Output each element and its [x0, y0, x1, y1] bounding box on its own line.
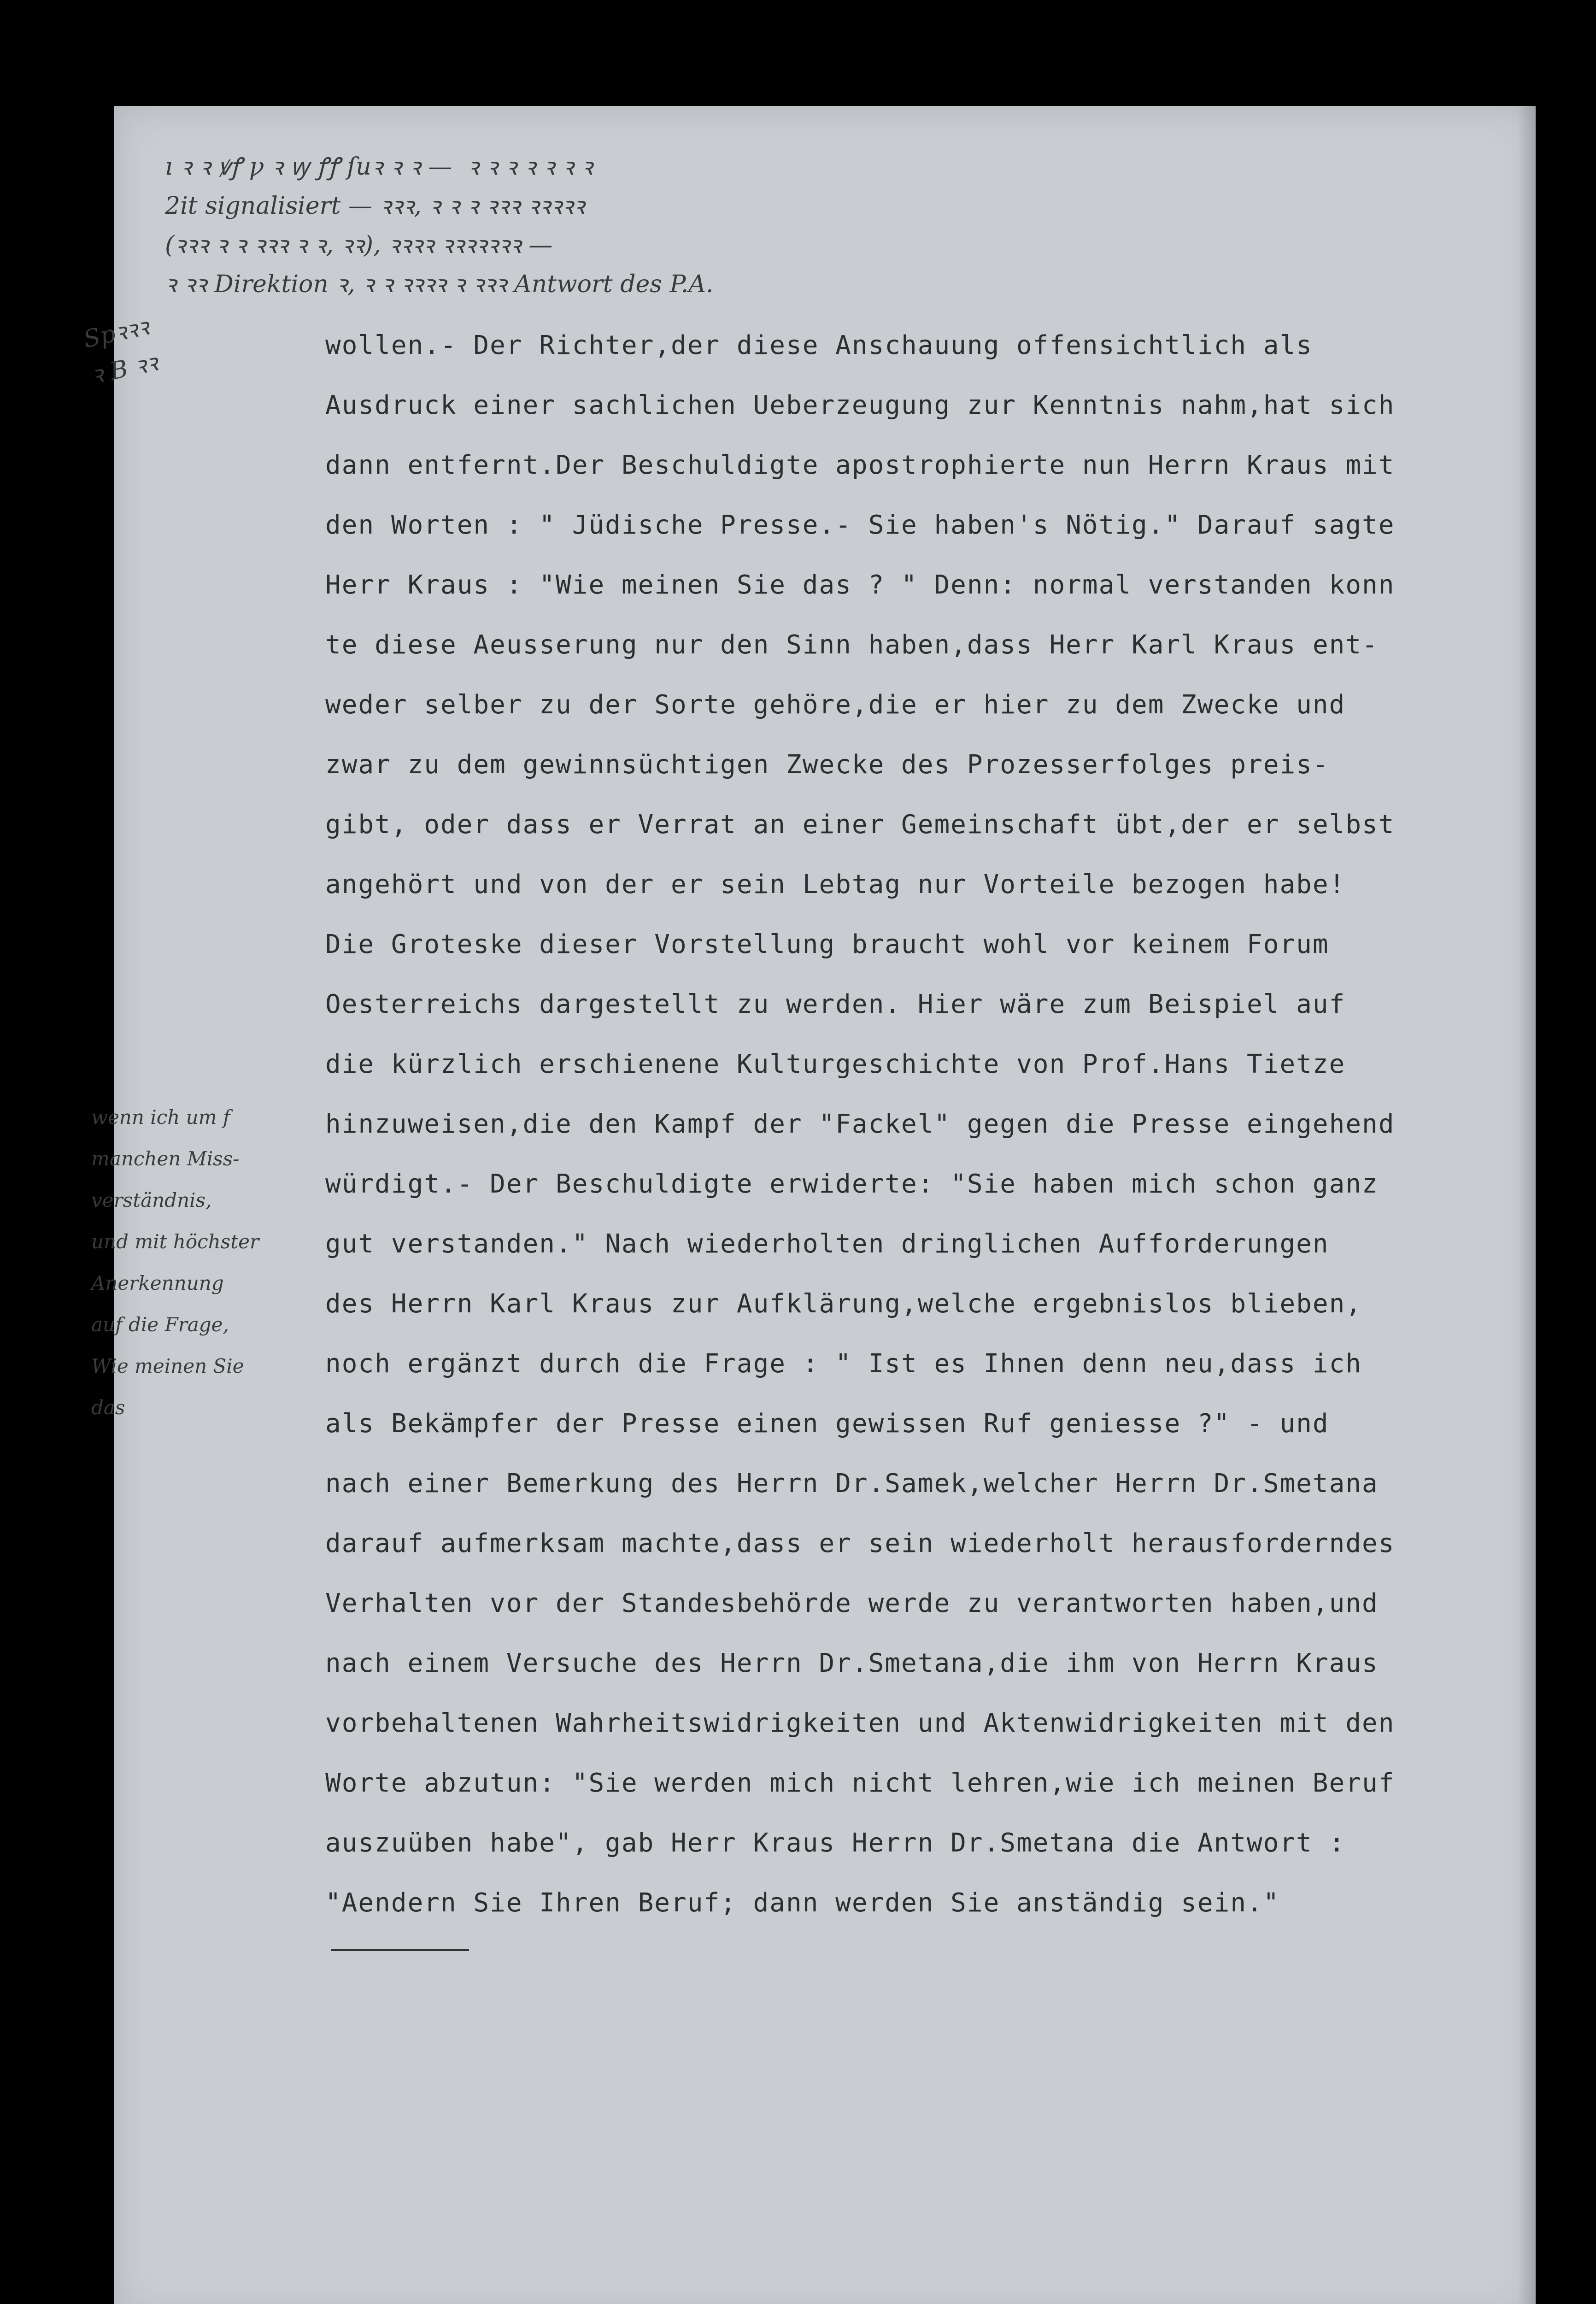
typed-line: hinzuweisen,die den Kampf der "Fackel" gegen die Presse eingehend	[325, 1109, 1395, 1139]
handwritten-header-notes	[165, 147, 1132, 304]
typed-line: vorbehaltenen Wahrheitswidrigkeiten und Aktenwidrigkeiten mit den	[325, 1708, 1395, 1738]
margin-line: Wie meinen Sie	[91, 1355, 244, 1377]
margin-line: Anerkennung	[91, 1272, 224, 1294]
typed-line: gibt, oder dass er Verrat an einer Gemeinschaft übt,der er selbst	[325, 810, 1395, 840]
typed-line: Ausdruck einer sachlichen Ueberzeugung zur Kenntnis nahm,hat sich	[325, 390, 1395, 420]
margin-line: verständnis,	[91, 1189, 212, 1211]
handwritten-left-note	[80, 297, 213, 394]
typed-line: würdigt.- Der Beschuldigte erwiderte: "Sie haben mich schon ganz	[325, 1169, 1379, 1199]
typed-line: Herr Kraus : "Wie meinen Sie das ? " Denn: normal verstanden konn	[325, 570, 1395, 600]
typed-line: nach einer Bemerkung des Herrn Dr.Samek,welcher Herrn Dr.Smetana	[325, 1469, 1379, 1499]
margin-line: manchen Miss-	[91, 1147, 240, 1170]
typed-line: weder selber zu der Sorte gehöre,die er hier zu dem Zwecke und	[325, 690, 1346, 720]
typed-line: te diese Aeusserung nur den Sinn haben,dass Herr Karl Kraus ent-	[325, 630, 1379, 660]
document-page	[81, 106, 1536, 2304]
typed-line: den Worten : " Jüdische Presse.- Sie haben's Nötig." Darauf sagte	[325, 510, 1395, 540]
typed-line: Die Groteske dieser Vorstellung braucht wohl vor keinem Forum	[325, 929, 1329, 959]
typed-line: Verhalten vor der Standesbehörde werde zu verantworten haben,und	[325, 1588, 1379, 1618]
handwritten-line: ꝛ ꝛꝛ Direktion ꝛ, ꝛ ꝛ ꝛꝛꝛꝛ ꝛ ꝛꝛꝛ Antwort des P.A.	[165, 270, 714, 298]
margin-line: und mit höchster	[91, 1230, 259, 1253]
underline-mark	[331, 1949, 469, 1951]
handwritten-line: ı ꝛ ꝛ ꝟꝭ ꝩ ꝛ ꝡ ꝭꝭ ſuꝛ ꝛ ꝛ — ꝛ ꝛ ꝛ ꝛ ꝛ ꝛ ꝛ	[165, 153, 593, 181]
margin-annotation	[91, 1097, 276, 1428]
typed-line: "Aendern Sie Ihren Beruf; dann werden Sie anständig sein."	[325, 1888, 1280, 1918]
typed-line: auszuüben habe", gab Herr Kraus Herrn Dr.Smetana die Antwort :	[325, 1828, 1346, 1858]
margin-line: auf die Frage,	[91, 1313, 229, 1336]
margin-line: wenn ich um f	[91, 1106, 230, 1128]
typed-line: angehört und von der er sein Lebtag nur Vorteile bezogen habe!	[325, 870, 1346, 899]
typed-line: gut verstanden." Nach wiederholten dringlichen Aufforderungen	[325, 1229, 1329, 1259]
typed-body-text	[325, 316, 1560, 1933]
typed-line: nach einem Versuche des Herrn Dr.Smetana,die ihm von Herrn Kraus	[325, 1648, 1379, 1678]
handwritten-line: Spꝛꝛꝛ	[81, 312, 152, 354]
handwritten-line: 2it signalisiert — ꝛꝛꝛ, ꝛ ꝛ ꝛ ꝛꝛꝛ ꝛꝛꝛꝛꝛ	[165, 192, 585, 220]
typed-line: als Bekämpfer der Presse einen gewissen Ruf geniesse ?" - und	[325, 1409, 1329, 1439]
typed-line: Oesterreichs dargestellt zu werden. Hier wäre zum Beispiel auf	[325, 989, 1346, 1019]
typed-line: die kürzlich erschienene Kulturgeschichte von Prof.Hans Tietze	[325, 1049, 1346, 1079]
typed-line: noch ergänzt durch die Frage : " Ist es Ihnen denn neu,dass ich	[325, 1349, 1362, 1379]
handwritten-line: (ꝛꝛꝛ ꝛ ꝛ ꝛꝛꝛ ꝛ ꝛ, ꝛꝛ), ꝛꝛꝛꝛ ꝛꝛꝛꝛꝛꝛꝛ —	[165, 231, 553, 259]
margin-line: das	[91, 1396, 125, 1419]
typed-line: Worte abzutun: "Sie werden mich nicht lehren,wie ich meinen Beruf	[325, 1768, 1395, 1798]
typed-line: des Herrn Karl Kraus zur Aufklärung,welche ergebnislos blieben,	[325, 1289, 1362, 1319]
typed-line: dann entfernt.Der Beschuldigte apostrophierte nun Herrn Kraus mit	[325, 450, 1395, 480]
typed-line: wollen.- Der Richter,der diese Anschauung offensichtlich als	[325, 330, 1313, 360]
handwritten-line: ꝛ B ꝛꝛ	[88, 348, 160, 390]
typed-line: darauf aufmerksam machte,dass er sein wiederholt herausforderndes	[325, 1528, 1395, 1558]
typed-line: zwar zu dem gewinnsüchtigen Zwecke des Prozesserfolges preis-	[325, 750, 1329, 780]
